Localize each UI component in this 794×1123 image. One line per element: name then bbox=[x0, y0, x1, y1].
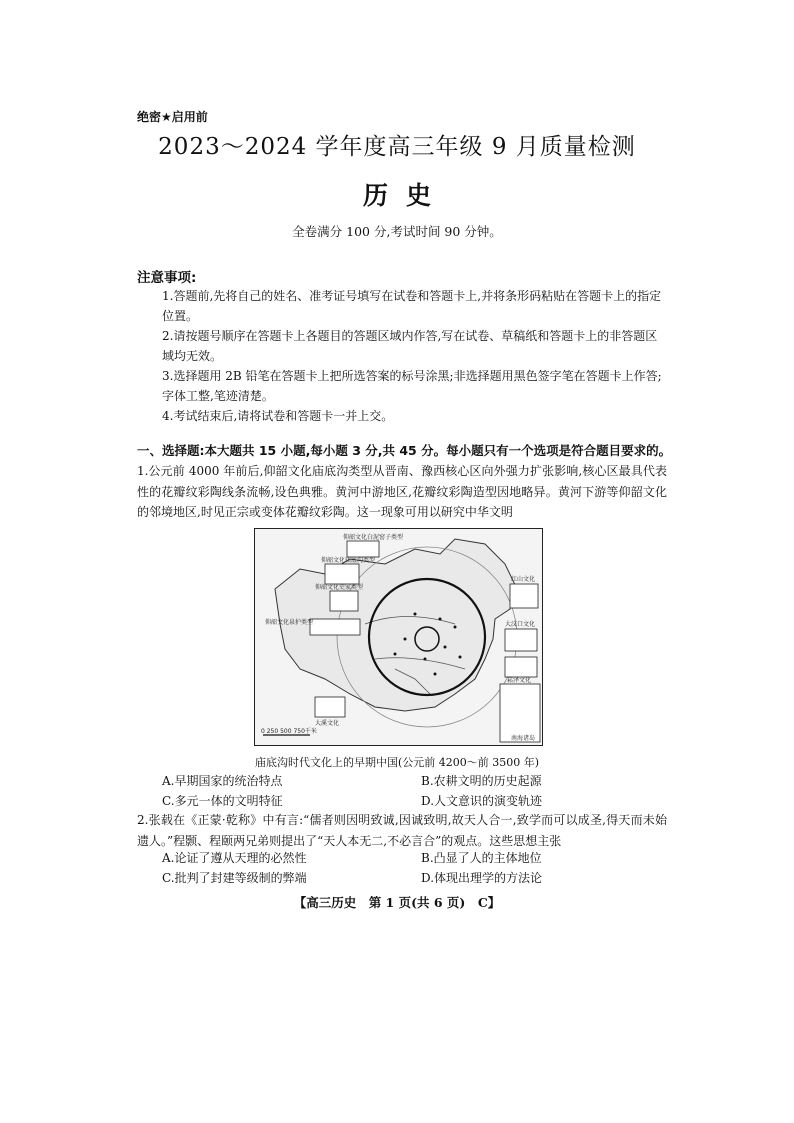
map-label: 大溪文化 bbox=[315, 720, 340, 727]
map-label: 南海诸岛 bbox=[511, 735, 536, 742]
map-figure bbox=[254, 528, 543, 746]
notes-heading: 注意事项: bbox=[137, 270, 197, 286]
map-label: 仰韶文化庙底沟类型 bbox=[321, 557, 376, 564]
note-item: 3.选择题用 2B 铅笔在答题卡上把所选答案的标号涂黑;非选择题用黑色签字笔在答题卡上作答;字体工整,笔迹清楚。 bbox=[162, 369, 662, 403]
note-item: 1.答题前,先将自己的姓名、准考证号填写在试卷和答题卡上,并将条形码粘贴在答题卡上的指定位置。 bbox=[162, 289, 662, 323]
page-footer: 【高三历史 第 1 页(共 6 页) C】 bbox=[293, 895, 501, 910]
score-time-info: 全卷满分 100 分,考试时间 90 分钟。 bbox=[292, 224, 502, 239]
section-heading: 一、选择题:本大题共 15 小题,每小题 3 分,共 45 分。每小题只有一个选项是符合题目要求的。 bbox=[137, 443, 672, 458]
note-item: 2.请按题号顺序在答题卡上各题目的答题区域内作答,写在试卷、草稿纸和答题卡上的非答题区域均无效。 bbox=[162, 329, 658, 363]
map-label: 仰韶文化史家类型 bbox=[315, 584, 364, 591]
note-item: 4.考试结束后,请将试卷和答题卡一并上交。 bbox=[162, 409, 394, 423]
map-label: 崧泽文化 bbox=[507, 677, 532, 684]
culture-map bbox=[255, 529, 542, 745]
q2-option-b[interactable]: B.凸显了人的主体地位 bbox=[421, 851, 542, 865]
q1-option-b[interactable]: B.农耕文明的历史起源 bbox=[421, 774, 542, 788]
map-label: 红山文化 bbox=[511, 576, 536, 583]
secret-label: 绝密★启用前 bbox=[137, 110, 208, 124]
q1-option-c[interactable]: C.多元一体的文明特征 bbox=[162, 794, 283, 808]
q1-option-d[interactable]: D.人文意识的演变轨迹 bbox=[421, 794, 543, 808]
map-caption: 庙底沟时代文化上的早期中国(公元前 4200～前 3500 年) bbox=[254, 756, 540, 769]
q2-option-d[interactable]: D.体现出理学的方法论 bbox=[421, 871, 543, 885]
q2-option-a[interactable]: A.论证了遵从天理的必然性 bbox=[162, 851, 307, 865]
map-label: 仰韶文化白泥窑子类型 bbox=[343, 534, 404, 541]
subject-title: 历史 bbox=[362, 181, 449, 210]
map-label: 仰韶文化泉护类型 bbox=[265, 619, 314, 626]
q2-option-c[interactable]: C.批判了封建等级制的弊端 bbox=[162, 871, 307, 885]
map-label: 大汶口文化 bbox=[505, 621, 536, 628]
map-scale: 0 250 500 750千米 bbox=[261, 728, 317, 735]
question-1-stem: 1.公元前 4000 年前后,仰韶文化庙底沟类型从晋南、豫西核心区向外强力扩张影响,核心区最具代表性的花瓣纹彩陶线条流畅,设色典雅。黄河中游地区,花瓣纹彩陶造型因地略异。黄河下游等仰韶文化的邻境地区,时见正宗或变体花瓣纹彩陶。这一现象可用以研究中华文明 bbox=[137, 464, 667, 519]
q1-option-a[interactable]: A.早期国家的统治特点 bbox=[162, 774, 283, 788]
exam-title: 2023～2024 学年度高三年级 9 月质量检测 bbox=[158, 134, 636, 160]
question-2-stem: 2.张载在《正蒙·乾称》中有言:“儒者则因明致诚,因诚致明,故天人合一,致学而可以成圣,得天而未始遗人。”程颢、程颐两兄弟则提出了“天人本无二,不必言合”的观点。这些思想主张 bbox=[137, 813, 667, 848]
